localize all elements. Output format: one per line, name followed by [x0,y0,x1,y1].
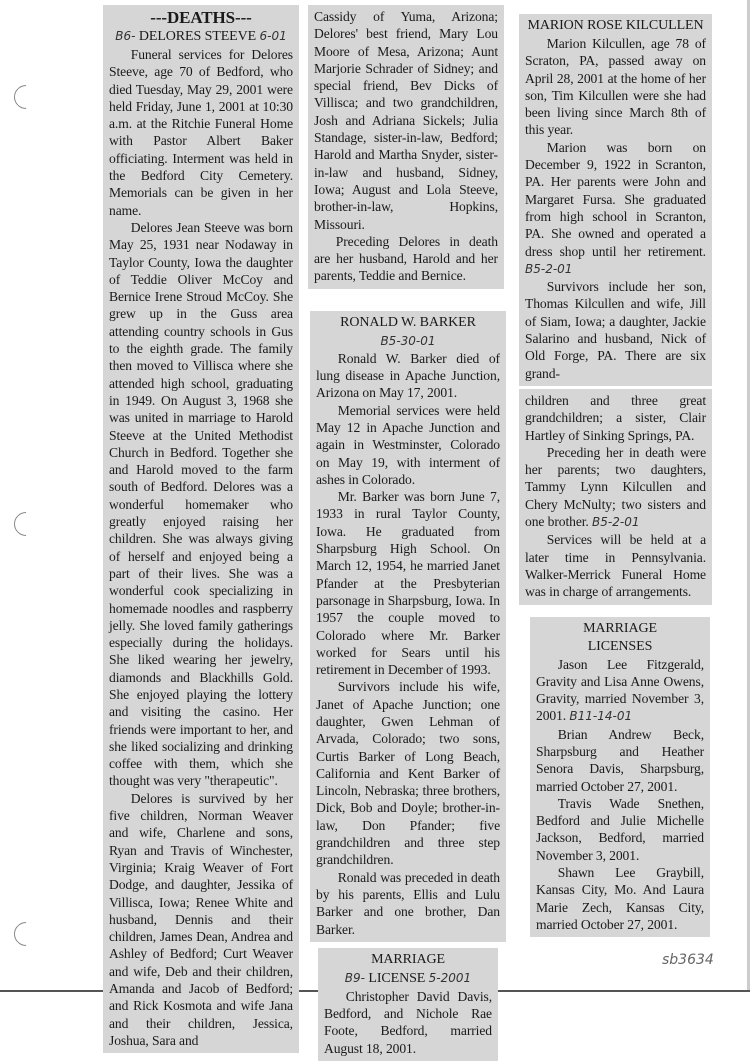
license-entry: Shawn Lee Graybill, Kansas City, Mo. And Laura Marie Zech, Kansas City, married October 27, 2001. [536,865,704,932]
paragraph: Survivors include her son, Thomas Kilcullen and wife, Jill of Siam, Iowa; a daughter, Jackie Salarino and husband, Nick of Old Forge, PA. There are six grand- [525,279,706,381]
clipping-marion-kilcullen [519,14,712,386]
license-entry: Travis Wade Snethen, Bedford and Julie Michelle Jackson, Bedford, married November 3, 2001. [536,795,704,863]
column-3 [519,14,713,937]
column-2 [308,5,508,1061]
binder-hole [9,917,43,951]
page-id-handwritten: sb3634 [662,952,714,968]
paragraph: Services will be held at a later time in Pennsylvania. Walker-Merrick Funeral Home was in charge of arrangements. [525,532,706,600]
paragraph: Marion Kilcullen, age 78 of Scraton, PA, passed away on April 28, 2001 at the home of her son, Tim Kilcullen were she had been living since March 8th of this year. [525,36,706,138]
paragraph: Delores Jean Steeve was born May 25, 1931 near Nodaway in Taylor County, Iowa the daughter of Teddie Oliver McCoy and Bernice Irene Stroud McCoy. She grew up in the Guss area attending country schools in Gus to the eighth grade. The family then moved to Villisca where she attended high school, graduating in 1949. On August 3, 1968 she was united in marriage to Harold Steeve at the United Methodist Church in Bedford. Together she and Harold moved to the farm south of Bedford. Delores was a wonderful homemaker who greatly enjoyed raising her children. She was always giving of herself and enjoyed being a part of their lives. She was a wonderful cook specializing in homemade noodles and raspberry jelly. She loved family gatherings especially during the holidays. She liked wearing her jewelry, diamonds and Blackhills Gold. She enjoyed playing the lottery and visiting the casino. Her friends were important to her, and she liked socializing and drinking coffee with them, which she thought was very "therapeutic". [109,219,293,789]
handwritten-date: B5-30-01 [380,333,436,348]
clipping-title: B9- LICENSE 5-2001 [344,970,472,986]
obituary-name: MARION ROSE KILCULLEN [527,18,704,33]
paragraph: Memorial services were held May 12 in Apache Junction and again in Westminster, Colorado on May 19, with interment of ashes in Colorado. [316,402,500,487]
clipping-title: MARRIAGE [371,951,445,967]
handwritten-date: B11-14-01 [569,709,633,724]
binder-hole [9,80,43,114]
paragraph: Ronald was preceded in death by his parents, Ellis and Lulu Barker and one brother, Dan Barker. [316,869,500,937]
paragraph: children and three great grandchildren; a sister, Clair Hartley of Sinking Springs, PA. [525,392,706,443]
handwritten-date: 5-2001 [428,970,472,985]
clipping-marriage-license [318,948,498,1061]
clipping-delores-steeve [103,5,299,1053]
paragraph: Delores is survived by her five children, Norman Weaver and wife, Charlene and sons, Ryan and Travis of Winchester, Virginia; Kraig Weaver of Fort Dodge, and daughter, Jessika of Villisca, Iowa; Renee White and husband, Dennis and their children, James Dean, Andrea and Ashley of Bedford; Curt Weaver and wife, Deb and their children, Amanda and Jacob of Bedford; and Rick Kosmota and wife Jana and their children, Jessica, Joshua, Sara and [109,790,293,1048]
clipping-marriage-licenses [530,617,710,938]
paragraph: Cassidy of Yuma, Arizona; Delores' best friend, Mary Lou Moore of Mesa, Arizona; Aunt Marjorie Schrader of Sidney; and special friend, Bev Dicks of Villisca; and two grandchildren, Josh and Adriana Sickels; Julia Standage, sister-in-law, Bedford; Harold and Martha Snyder, sister-in-law and husband, Sidney, Iowa; August and Lola Steeve, brother-in-law, Hopkins, Missouri. [314,9,498,232]
clipping-ronald-barker [310,311,506,942]
handwritten-note: B6- [115,29,136,43]
binder-hole [9,507,43,541]
paragraph: Survivors include his wife, Janet of Apache Junction; one daughter, Gwen Lehman of Arvada, Colorado; two sons, Curtis Barker of Long Beach, California and Kent Barker of Lincoln, Nebraska; three brothers, Dick, Bob and Doyle; brother-in-law, Don Pfander; five grandchildren and three step grandchildren. [316,679,500,868]
license-entry: Jason Lee Fitzgerald, Gravity and Lisa Anne Owens, Gravity, married November 3, 2001. B11-14-01 [536,656,704,724]
handwritten-note: B9- [344,970,365,985]
clipping-title: LICENSES [587,638,653,654]
paragraph: Funeral services for Delores Steeve, age 70 of Bedford, who died Tuesday, May 29, 2001 were held Friday, June 1, 2001 at 10:30 a.m. at the Ritchie Funeral Home with Pastor Albert Baker officiating. Interment was held in the Bedford City Cemetery. Memorials can be given in her name. [109,47,293,218]
obituary-name: B6- DELORES STEEVE 6-01 [115,29,287,44]
clipping-delores-steeve-continued [308,5,504,289]
paragraph: Christopher David Davis, Bedford, and Nichole Rae Foote, Bedford, married August 18, 2001. [324,988,492,1056]
handwritten-date: 6-01 [259,29,287,43]
clipping-marion-kilcullen-continued [519,389,712,605]
handwritten-date: B5-2-01 [592,515,640,530]
paragraph: Preceding her in death were her parents; two daughters, Tammy Lynn Kilcullen and Chery McNulty; two sisters and one brother. B5-2-01 [525,444,706,530]
section-title: ---DEATHS--- [150,8,252,27]
handwritten-date: B5-2-01 [525,261,573,276]
license-entry: Brian Andrew Beck, Sharpsburg and Heather Senora Davis, Sharpsburg, married October 27, 2001. [536,726,704,794]
paragraph: Mr. Barker was born June 7, 1933 in rural Taylor County, Iowa. He graduated from Sharpsburg High School. On March 12, 1954, he married Janet Pfander at the Presbyterian parsonage in Sharpsburg, Iowa. In 1957 the couple moved to Colorado where Mr. Barker worked for Sears until his retirement in December of 1993. [316,489,500,678]
column-1 [103,5,299,1053]
paragraph: Ronald W. Barker died of lung disease in Apache Junction, Arizona on May 17, 2001. [316,350,500,401]
paragraph: Marion was born on December 9, 1922 in Scranton, PA. Her parents were John and Margaret Fursa. She graduated from high school in Scranton, PA. She owned and operated a dress shop until her retirement. B5-2-01 [525,139,706,276]
paragraph: Preceding Delores in death are her husband, Harold and her parents, Teddie and Bernice. [314,233,498,284]
obituary-name: RONALD W. BARKER [340,314,476,330]
clipping-title: MARRIAGE [583,620,657,636]
